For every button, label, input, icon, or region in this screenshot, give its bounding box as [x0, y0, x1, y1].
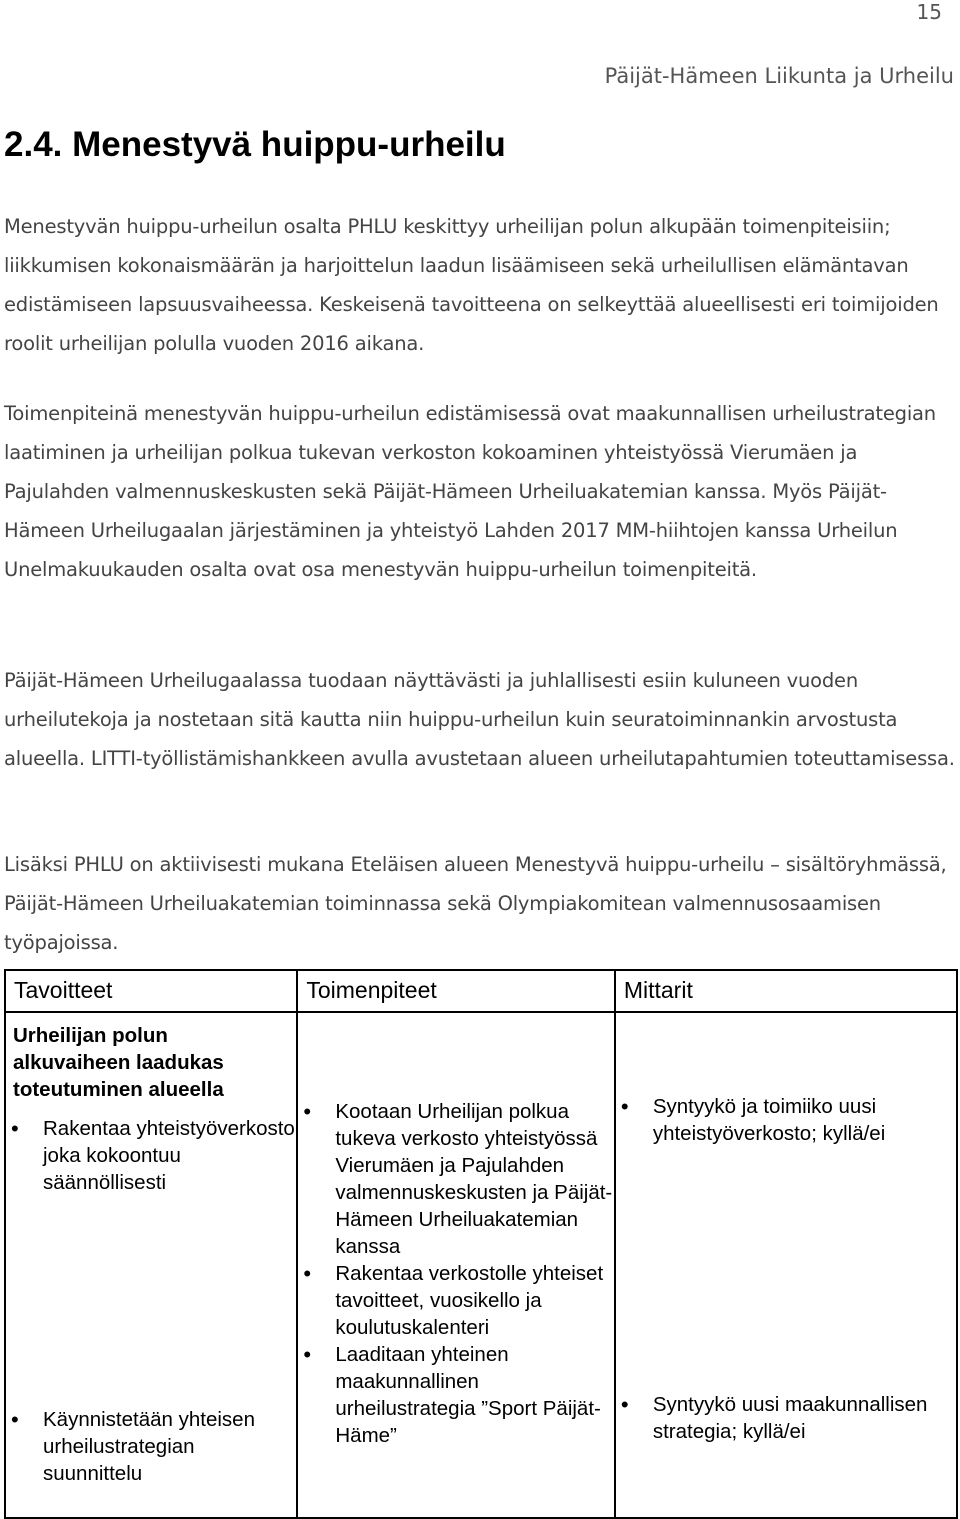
- actions-cell: [297, 1012, 614, 1518]
- list-item: • Kootaan Urheilijan polkua tukeva verkosto yhteistyössä Vierumäen ja Pajulahden valmennuskeskusten ja Päijät-Hämeen Urheiluakatemian kanssa: [299, 1098, 612, 1260]
- list-item: • Laaditaan yhteinen maakunnallinen urheilustrategia ”Sport Päijät-Häme”: [299, 1341, 612, 1449]
- action-list: [299, 1098, 612, 1449]
- paragraph: Toimenpiteinä menestyvän huippu-urheilun edistämisessä ovat maakunnallisen urheilustrategian laatiminen ja urheilijan polkua tukevan verkoston kokoaminen yhteistyössä Vierumäen ja Pajulahden valmennuskeskusten sekä Päijät-Hämeen Urheiluakatemian kanssa. Myös Päijät-Hämeen Urheilugaalan järjestäminen ja yhteistyö Lahden 2017 MM-hiihtojen kanssa Urheilun Unelmakuukauden osalta ovat osa menestyvän huippu-urheilun toimenpiteitä.: [4, 402, 936, 581]
- metric-list: [617, 1391, 955, 1445]
- goal-list: [7, 1406, 295, 1487]
- paragraph: Lisäksi PHLU on aktiivisesti mukana Eteläisen alueen Menestyvä huippu-urheilu – sisältöryhmässä, Päijät-Hämeen Urheiluakatemian toiminnassa sekä Olympiakomitean valmennusosaamisen työpajoissa.: [4, 853, 947, 954]
- header-tavoitteet: Tavoitteet: [5, 970, 297, 1012]
- header-mittarit: Mittarit: [615, 970, 957, 1012]
- goal-list: [7, 1115, 295, 1196]
- table-row: [5, 1012, 957, 1518]
- header-toimenpiteet: Toimenpiteet: [297, 970, 614, 1012]
- list-item: • Rakentaa verkostolle yhteiset tavoitteet, vuosikello ja koulutuskalenteri: [299, 1260, 612, 1341]
- list-item: • Syntyykö ja toimiiko uusi yhteistyöverkosto; kyllä/ei: [617, 1093, 955, 1147]
- goals-cell: [5, 1012, 297, 1518]
- metric-list: [617, 1093, 955, 1147]
- paragraph: Menestyvän huippu-urheilun osalta PHLU keskittyy urheilijan polun alkupään toimenpiteisiin; liikkumisen kokonaismäärän ja harjoittelun laadun lisäämiseen sekä urheilullisen elämäntavan edistämiseen lapsuusvaiheessa. Keskeisenä tavoitteena on selkeyttää alueellisesti eri toimijoiden roolit urheilijan polulla vuoden 2016 aikana.: [4, 215, 939, 355]
- page-number: 15: [916, 0, 942, 24]
- list-item: • Rakentaa yhteistyöverkosto joka kokoontuu säännöllisesti: [7, 1115, 295, 1196]
- running-header: Päijät-Hämeen Liikunta ja Urheilu: [604, 64, 954, 88]
- table-header-row: [5, 970, 957, 1012]
- list-item: • Käynnistetään yhteisen urheilustrategian suunnittelu: [7, 1406, 295, 1487]
- section-title: 2.4. Menestyvä huippu-urheilu: [4, 125, 506, 164]
- paragraph: Päijät-Hämeen Urheilugaalassa tuodaan näyttävästi ja juhlallisesti esiin kuluneen vuoden urheilutekoja ja nostetaan sitä kautta niin huippu-urheilun kuin seuratoiminnankin arvostusta alueella. LITTI-työllistämishankkeen avulla avustetaan alueen urheilutapahtumien toteuttamisessa.: [4, 669, 955, 770]
- goals-table: [4, 969, 958, 1519]
- list-item: • Syntyykö uusi maakunnallisen strategia; kyllä/ei: [617, 1391, 955, 1445]
- goal-heading: Urheilijan polun alkuvaiheen laadukas toteutuminen alueella: [13, 1024, 224, 1101]
- metrics-cell: [615, 1012, 957, 1518]
